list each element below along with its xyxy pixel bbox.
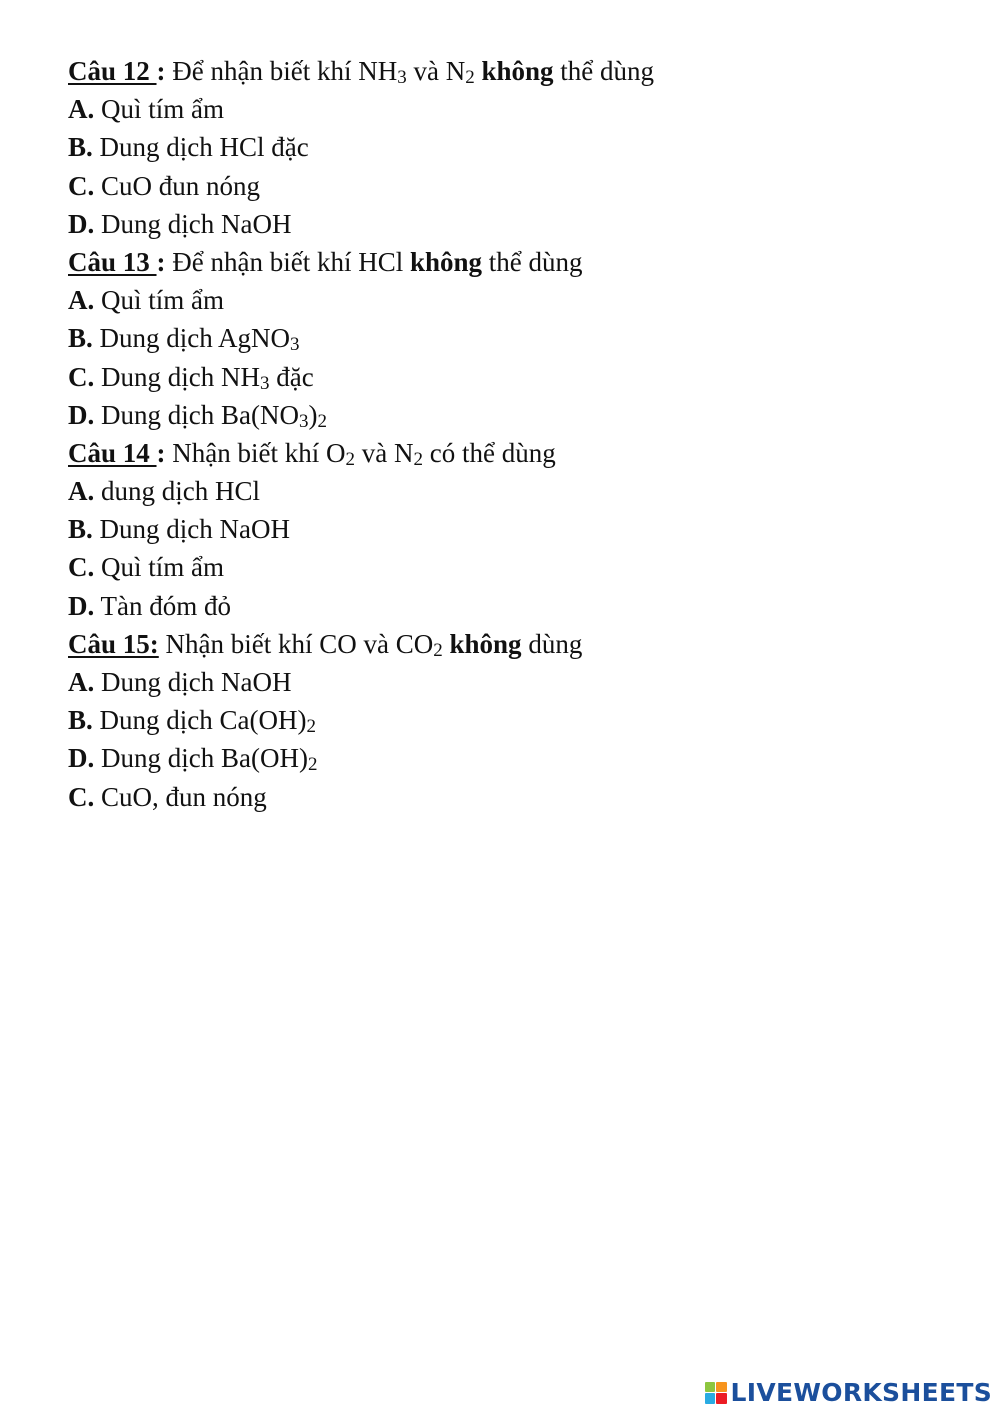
option-text: Dung dịch NaOH: [94, 208, 292, 239]
option-key: C.: [68, 170, 95, 201]
option-text: Tàn đóm đỏ: [94, 590, 231, 621]
question-label: Câu 15:: [68, 628, 159, 659]
question-15-stem: [68, 625, 960, 663]
subscript: 2: [433, 639, 443, 661]
logo-square: [705, 1382, 716, 1393]
subscript: 3: [397, 67, 407, 88]
option-key: D.: [68, 590, 95, 621]
option-b: [68, 319, 960, 357]
question-12-stem: [68, 52, 960, 90]
question-colon: :: [156, 437, 166, 468]
stem-text: Nhận biết khí O: [165, 437, 346, 468]
question-colon: :: [156, 56, 166, 86]
emphasis-text: không: [481, 56, 554, 86]
subscript: 3: [298, 410, 309, 432]
option-key: B.: [68, 705, 93, 736]
option-text: Dung dịch HCl đặc: [92, 132, 309, 163]
logo-square: [716, 1393, 727, 1404]
emphasis-text: không: [409, 246, 483, 277]
subscript: 3: [290, 334, 300, 356]
subscript: 2: [307, 754, 318, 776]
option-text: Dung dịch AgNO: [92, 323, 291, 354]
logo-square: [705, 1393, 716, 1404]
option-d: [68, 396, 960, 434]
question-14-stem: [68, 434, 960, 472]
stem-text: dùng: [521, 628, 583, 659]
question-label: Câu 12: [68, 56, 157, 86]
option-text: Dung dịch Ba(NO: [94, 399, 299, 430]
option-key: D.: [68, 743, 95, 774]
option-key: A.: [68, 94, 95, 125]
option-d: [68, 587, 960, 625]
option-text: CuO, đun nóng: [94, 781, 267, 812]
subscript: 2: [306, 716, 316, 738]
option-text: ): [308, 399, 318, 430]
option-a: [68, 663, 960, 701]
option-key: A.: [68, 476, 95, 507]
option-key: C.: [68, 781, 95, 812]
subscript: 2: [345, 448, 355, 470]
option-text: Quì tím ẩm: [94, 285, 224, 316]
stem-text: Nhận biết khí CO và CO: [158, 628, 434, 659]
option-text: Dung dịch Ca(OH): [92, 705, 307, 736]
question-label: Câu 13: [68, 246, 157, 277]
subscript: 2: [413, 448, 423, 470]
stem-text: và N: [406, 56, 466, 86]
option-b: [68, 510, 960, 548]
option-key: B.: [68, 514, 93, 545]
option-text: Dung dịch NaOH: [94, 667, 292, 697]
option-text: đặc: [269, 361, 314, 392]
option-text: Dung dịch NaOH: [92, 514, 290, 545]
liveworksheets-logo: [705, 1378, 992, 1407]
option-key: D.: [68, 399, 95, 430]
option-c: [68, 548, 960, 586]
option-text: Quì tím ẩm: [94, 552, 224, 583]
option-key: C.: [68, 552, 95, 583]
option-key: A.: [68, 667, 95, 697]
option-c: [68, 167, 960, 205]
brand-name: LIVEWORKSHEETS: [730, 1378, 992, 1407]
worksheet: [68, 52, 960, 816]
option-key: B.: [68, 323, 93, 354]
option-d: [68, 205, 960, 243]
option-key: B.: [68, 132, 93, 163]
liveworksheets-logo-icon: [705, 1382, 727, 1404]
option-a: [68, 90, 960, 128]
option-key: C.: [68, 361, 95, 392]
option-a: [68, 472, 960, 510]
logo-square: [716, 1382, 727, 1393]
option-text: dung dịch HCl: [94, 476, 260, 507]
stem-text: Để nhận biết khí HCl: [165, 246, 410, 277]
option-key: A.: [68, 285, 95, 316]
option-text: Dung dịch NH: [94, 361, 260, 392]
emphasis-text: không: [449, 628, 522, 659]
option-b: [68, 701, 960, 739]
option-c: [68, 358, 960, 396]
stem-text: có thể dùng: [422, 437, 556, 468]
option-text: Quì tím ẩm: [94, 94, 224, 125]
subscript: 2: [317, 410, 327, 432]
option-key: D.: [68, 208, 95, 239]
option-c: [68, 778, 960, 816]
stem-text: và N: [355, 437, 414, 468]
option-b: [68, 128, 960, 166]
stem-text: [443, 629, 450, 659]
option-a: [68, 281, 960, 319]
option-text: Dung dịch Ba(OH): [94, 743, 308, 774]
question-13-stem: [68, 243, 960, 281]
stem-text: thể dùng: [553, 56, 655, 86]
option-d: [68, 739, 960, 777]
option-text: CuO đun nóng: [94, 170, 261, 201]
stem-text: Để nhận biết khí NH: [165, 56, 398, 86]
question-colon: :: [156, 246, 166, 277]
subscript: 3: [259, 372, 270, 394]
stem-text: thể dùng: [482, 246, 583, 277]
subscript: 2: [465, 67, 475, 88]
question-label: Câu 14: [68, 437, 157, 468]
